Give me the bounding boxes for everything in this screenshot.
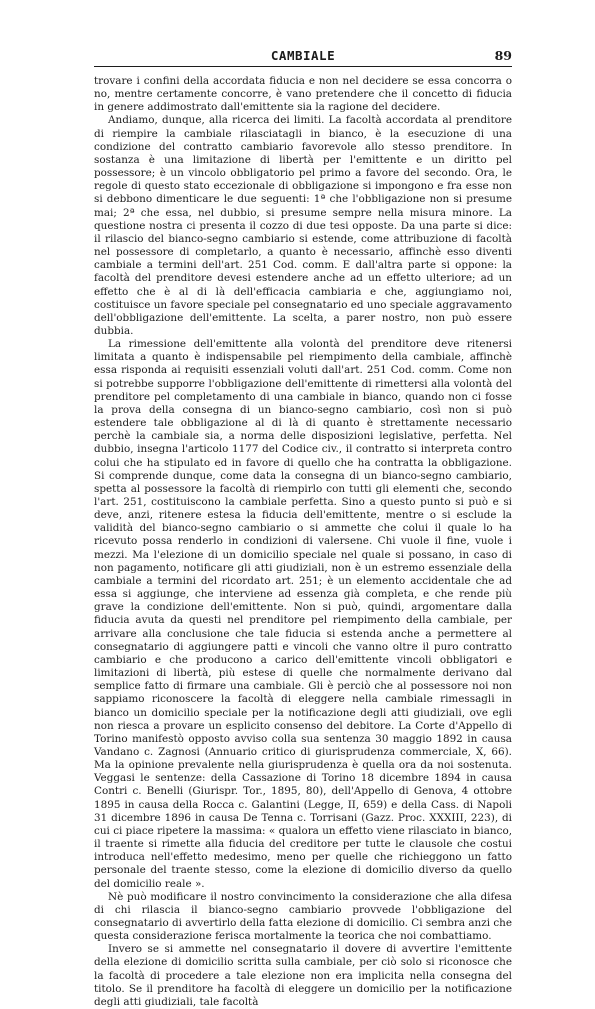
running-header (94, 46, 512, 67)
paragraph-2: Andiamo, dunque, alla ricerca dei limiti. La facoltà accordata al prenditore di riempire la cambiale rilasciatagli in bianco, è la esecuzione di una condizione del contratto cambiario favorevole allo stesso prenditore. In sostanza è una limitazione di libertà per l'emittente e un diritto pel possessore; è un vincolo obbligatorio pel primo a favore del secondo. Ora, le regole di questo stato eccezionale di obbligazione si impongono e fra esse non si debbono dimenticare le due seguenti: 1ª che l'obbligazione non si presume mai; 2ª che essa, nel dubbio, si presume sempre nella misura minore. La questione nostra ci presenta il cozzo di due tesi opposte. Da una parte si dice: il rilascio del bianco-segno cambiario si estende, come attribuzione di facoltà nel possessore di completarlo, a quanto è necessario, affinchè esso diventi cambiale a termini dell'art. 251 Cod. comm. E dall'altra parte si oppone: la facoltà del prenditore devesi estendere anche ad un effetto ulteriore; ad un effetto che è al di là dell'efficacia cambiaria e che, aggiungiamo noi, costituisce un favore speciale pel consegnatario ed uno speciale aggravamento dell'obbligazione dell'emittente. La scelta, a parer nostro, non può essere dubbia. (94, 114, 512, 337)
paragraph-1: trovare i confini della accordata fiducia e non nel decidere se essa concorra o no, mentre certamente concorre, è vano pretendere che il concetto di fiducia in genere addimostrato dall'emittente sia la ragione del decidere. (94, 75, 512, 114)
body-text (94, 75, 512, 1009)
document-page (94, 46, 512, 1009)
paragraph-5: Invero se si ammette nel consegnatario il dovere di avvertire l'emittente della elezione di domicilio scritta sulla cambiale, per ciò solo si riconosce che la facoltà di procedere a tale elezione non era implicita nella consegna del titolo. Se il prenditore ha facoltà di eleggere un domicilio per la notificazione degli atti giudiziali, tale facoltà (94, 943, 512, 1008)
running-title: CAMBIALE (270, 48, 336, 63)
paragraph-4: Nè può modificare il nostro convincimento la considerazione che alla difesa di chi rilascia il bianco-segno cambiario provvede l'obbligazione del consegnatario di avvertirlo della fatta elezione di domicilio. Ci sembra anzi che questa considerazione ferisca mortalmente la teorica che noi combattiamo. (94, 890, 512, 943)
page-number: 89 (494, 48, 512, 63)
paragraph-3: La rimessione dell'emittente alla volontà del prenditore deve ritenersi limitata a quanto è indispensabile pel riempimento della cambiale, affinchè essa risponda ai requisiti essenziali voluti dall'art. 251 Cod. comm. Come non si potrebbe supporre l'obbligazione dell'emittente di rimettersi alla volontà del prenditore pel completamento di una cambiale in bianco, quando non ci fosse la prova della consegna di un bianco-segno cambiario, così non si può estendere tale obbligazione al di là di quanto è strettamente necessario perchè la cambiale sia, a norma delle disposizioni legislative, perfetta. Nel dubbio, insegna l'articolo 1177 del Codice civ., il contratto si interpreta contro colui che ha stipulato ed in favore di quello che ha contratta la obbligazione. Si comprende dunque, come data la consegna di un bianco-segno cambiario, spetta al possessore la facoltà di riempirlo con tutti gli elementi che, secondo l'art. 251, costituiscono la cambiale perfetta. Sino a questo punto si può e si deve, anzi, ritenere estesa la fiducia dell'emittente, mentre o si esclude la validità del bianco-segno cambiario o si ammette che colui il quale lo ha ricevuto possa renderlo in condizioni di valersene. Chi vuole il fine, vuole i mezzi. Ma l'elezione di un domicilio speciale nel quale si possano, in caso di non pagamento, notificare gli atti giudiziali, non è un estremo essenziale della cambiale a termini del ricordato art. 251; è un elemento accidentale che ad essa si aggiunge, che interviene ad essenza già completa, e che rende più grave la condizione dell'emittente. Non si può, quindi, argomentare dalla fiducia avuta da questi nel prenditore pel riempimento della cambiale, per arrivare alla conclusione che tale fiducia si estenda anche a permettere al consegnatario di aggiungere patti e vincoli che vanno oltre il puro contratto cambiario e che producono a carico dell'emittente vincoli obbligatori e limitazioni di libertà, più estese di quelle che normalmente derivano dal semplice fatto di firmare una cambiale. Gli è perciò che al possessore noi non sappiamo riconoscere la facoltà di eleggere nella cambiale rimessagli in bianco un domicilio speciale per la notificazione degli atti giudiziali, ove egli non riesca a provare un esplicito consenso del debitore. La Corte d'Appello di Torino manifestò opposto avviso colla sua sentenza 30 maggio 1892 in causa Vandano c. Zagnosi (Annuario critico di giurisprudenza commerciale, X, 66). Ma la opinione prevalente nella giurisprudenza è quella ora da noi sostenuta. Veggasi le sentenze: della Cassazione di Torino 18 dicembre 1894 in causa Contri c. Benelli (Giurispr. Tor., 1895, 80), dell'Appello di Genova, 4 ottobre 1895 in causa della Rocca c. Galantini (Legge, II, 659) e della Cass. di Napoli 31 dicembre 1896 in causa De Tenna c. Torrisani (Gazz. Proc. XXXIII, 223), di cui ci piace ripetere la massima: « qualora un effetto viene rilasciato in bianco, il traente si rimette alla fiducia del creditore per tutte le clausole che costui introduca nell'effetto medesimo, meno per quelle che richieggono un fatto personale del traente stesso, come la elezione di domicilio diverso da quello del domicilio reale ». (94, 338, 512, 890)
